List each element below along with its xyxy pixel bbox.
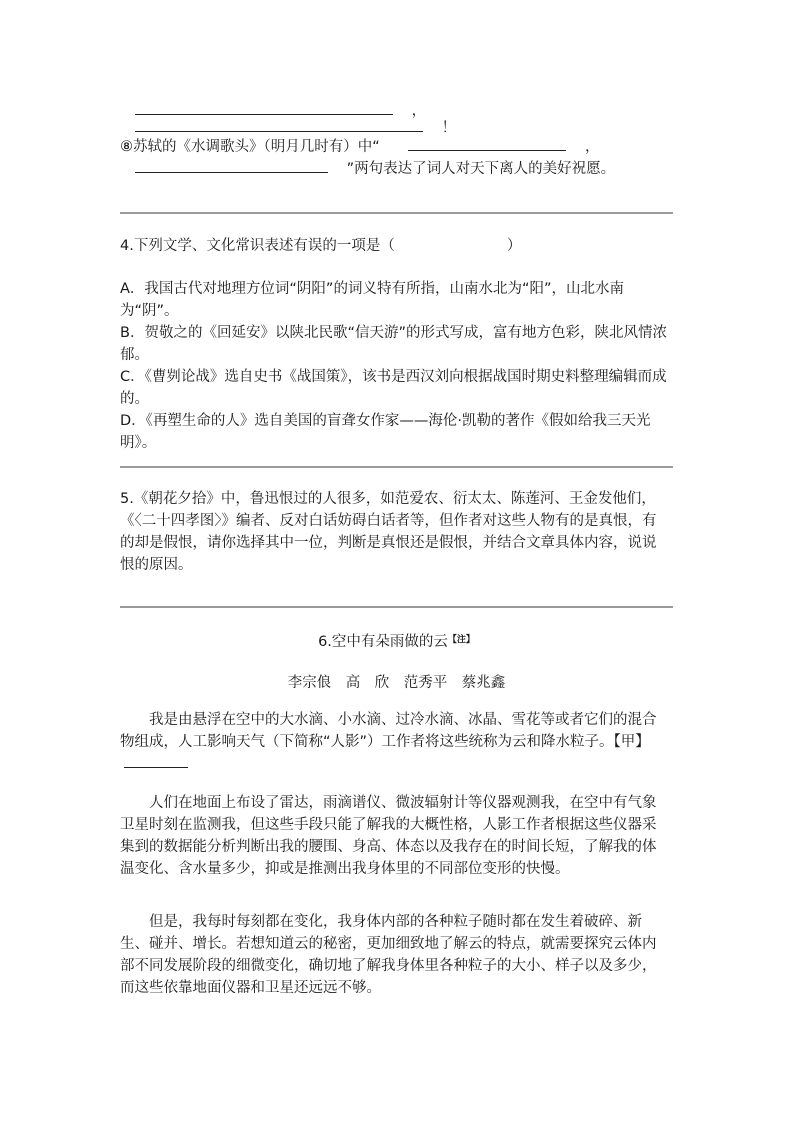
q4-option-a: A．我国古代对地理方位词“阴阳”的词义特有所指，山南水北为“阳”，山北水南为“阴”。 (120, 281, 624, 319)
punctuation-exclaim: ！ (441, 120, 457, 136)
q4-option-c: C．《曹刿论战》选自史书《战国策》，该书是西汉刘向根据战国时期史料整理编辑而成的。 (120, 369, 667, 407)
section-divider (120, 212, 673, 214)
answer-blank[interactable] (408, 136, 566, 151)
q3-item8-line1 (120, 136, 599, 158)
q4-options (120, 278, 670, 454)
q5-text (120, 488, 670, 576)
q3-item8-suffix: ”两句表达了词人对天下离人的美好祝愿。 (346, 161, 616, 177)
q6-p3-text: 但是，我每时每刻都在变化，我身体内部的各种粒子随时都在发生着破碎、新生、碰并、增长。若想知道云的秘密，更加细致地了解云的特点，就需要探究云体内部不同发展阶段的细微变化，确切地了解我身体里各种粒子的大小、样子以及多少，而这些依靠地面仪器和卫星还远远不够。 (120, 914, 657, 996)
punctuation-comma: ， (584, 139, 600, 155)
q6-paragraph-1 (120, 709, 670, 775)
q4-stem (120, 235, 521, 257)
q4-stem-close: ） (506, 238, 522, 254)
q6-paragraph-3 (120, 911, 670, 999)
q4-option-d: D．《再塑生命的人》选自美国的盲聋女作家——海伦·凯勒的著作《假如给我三天光明》。 (120, 413, 651, 451)
q6-p1-text: 我是由悬浮在空中的大水滴、小水滴、过冷水滴、冰晶、雪花等或者它们的混合物组成，人工影响天气（下简称“人影”）工作者将这些统称为云和降水粒子。【甲】 (120, 712, 657, 750)
q6-note-marker: 【注】 (447, 635, 475, 645)
section-divider (120, 466, 673, 468)
answer-blank[interactable] (135, 117, 423, 132)
answer-blank-jia[interactable] (124, 753, 188, 768)
answer-blank[interactable] (135, 158, 328, 173)
q6-p2-text: 人们在地面上布设了雷达，雨滴谱仪、微波辐射计等仪器观测我，在空中有气象卫星时刻在监测我，但这些手段只能了解我的大概性格，人影工作者根据这些仪器采集到的数据能分析判断出我的腰围、身高、体态以及我存在的时间长短，了解我的体温变化、含水量多少，抑或是推测出我身体里的不同部位变形的快慢。 (120, 795, 657, 877)
answer-blank[interactable] (135, 100, 393, 115)
punctuation-comma: ， (411, 103, 427, 119)
q6-paragraph-2 (120, 792, 670, 880)
q3-item8-prefix: ⑧苏轼的《水调歌头》（明月几时有）中“ (120, 139, 380, 155)
q6-title: 6.空中有朵雨做的云 (318, 634, 448, 650)
section-divider (120, 606, 673, 608)
q5-paragraph: 5.《朝花夕拾》中，鲁迅恨过的人很多，如范爱农、衍太太、陈莲河、王金发他们，《〈二十四孝图〉》编者、反对白话妨碍白话者等，但作者对这些人物有的是真恨，有的却是假恨，请你选择其中一位，判断是真恨还是假恨，并结合文章具体内容，说说恨的原因。 (120, 491, 657, 573)
q6-authors (120, 671, 673, 692)
q4-stem-text: 4.下列文学、文化常识表述有误的一项是（ (120, 238, 395, 254)
q6-authors-text: 李宗俍 高 欣 范秀平 蔡兆鑫 (287, 675, 506, 691)
q6-title-row (120, 630, 673, 651)
q3-item8-line2 (135, 158, 615, 180)
q4-option-b: B．贺敬之的《回延安》以陕北民歌“信天游”的形式写成，富有地方色彩，陕北风情浓郁。 (120, 325, 667, 363)
